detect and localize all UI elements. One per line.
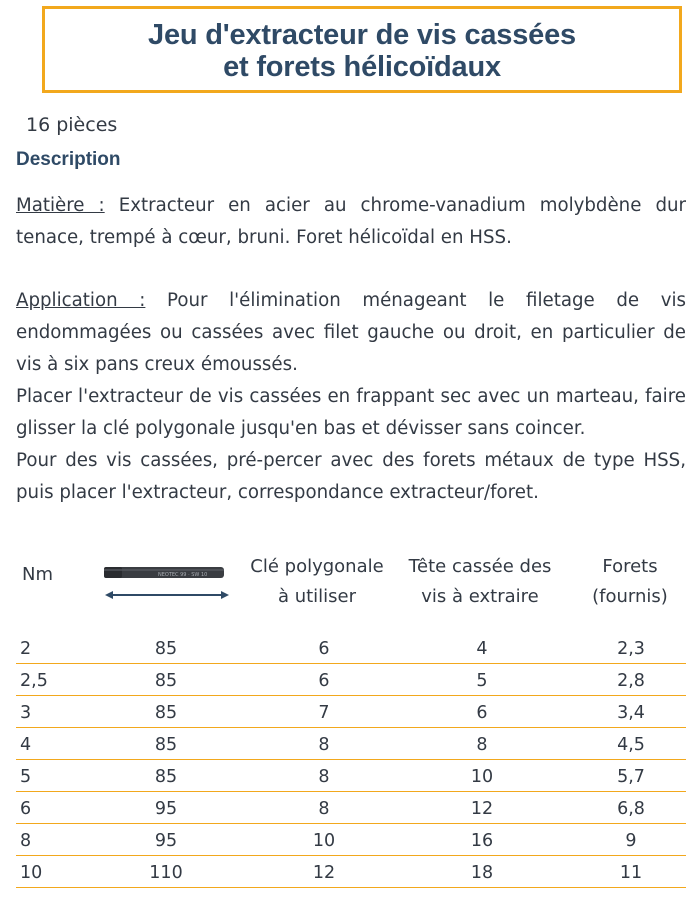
cell-length: 85	[154, 735, 178, 755]
cell-nm: 3	[20, 703, 32, 723]
header-cle	[244, 552, 390, 612]
table-row	[16, 728, 686, 760]
page-title-line-2: et forets hélicoïdaux	[223, 51, 501, 83]
table-row	[16, 792, 686, 824]
cell-nm: 2,5	[20, 671, 48, 691]
cell-forets: 2,3	[617, 639, 645, 659]
page-title-line-1: Jeu d'extracteur de vis cassées	[148, 19, 576, 51]
application-text-2: Placer l'extracteur de vis cassées en frappant sec avec un marteau, faire glisser la clé polygonale jusqu'en bas et dévisser sans coincer.	[16, 386, 686, 439]
description-heading: Description	[16, 149, 121, 170]
cell-tete: 6	[476, 703, 488, 723]
cell-forets: 4,5	[617, 735, 645, 755]
cell-cle: 12	[312, 863, 336, 883]
cell-nm: 4	[20, 735, 32, 755]
piece-count: 16 pièces	[26, 114, 118, 136]
title-box	[42, 6, 682, 93]
cell-tete: 16	[470, 831, 494, 851]
cell-forets: 5,7	[617, 767, 645, 787]
cell-length: 85	[154, 767, 178, 787]
header-cle-line-2: à utiliser	[277, 586, 357, 607]
cell-length: 85	[154, 671, 178, 691]
table-row	[16, 824, 686, 856]
header-forets-line-1: Forets	[602, 556, 658, 577]
table-row	[16, 696, 686, 728]
cell-cle: 10	[312, 831, 336, 851]
application-text-3: Pour des vis cassées, pré-percer avec des forets métaux de type HSS, puis placer l'extracteur, correspondance extracteur/foret.	[16, 450, 686, 503]
cell-length: 85	[154, 639, 178, 659]
cell-forets: 9	[625, 831, 637, 851]
table-row	[16, 624, 686, 664]
cell-tete: 8	[476, 735, 488, 755]
cell-cle: 7	[318, 703, 330, 723]
cell-nm: 2	[20, 639, 32, 659]
cell-cle: 8	[318, 799, 330, 819]
header-forets-line-2: (fournis)	[592, 586, 668, 607]
cell-cle: 6	[318, 671, 330, 691]
application-text-1: Pour l'élimination ménageant le filetage de vis endommagées ou cassées avec filet gauche ou droit, en particulier de vis à six pans creux émoussés.	[16, 290, 686, 375]
header-cle-line-1: Clé polygonale	[250, 556, 384, 577]
matiere-label: Matière :	[16, 195, 105, 216]
header-forets	[580, 552, 680, 612]
cell-forets: 11	[619, 863, 643, 883]
cell-tete: 18	[470, 863, 494, 883]
cell-length: 95	[154, 799, 178, 819]
application-label: Application :	[16, 290, 146, 311]
cell-tete: 10	[470, 767, 494, 787]
application-paragraph	[16, 285, 686, 509]
table-row	[16, 760, 686, 792]
cell-length: 95	[154, 831, 178, 851]
cell-cle: 6	[318, 639, 330, 659]
cell-cle: 8	[318, 767, 330, 787]
cell-nm: 8	[20, 831, 32, 851]
header-tete-line-2: vis à extraire	[421, 586, 539, 607]
cell-forets: 6,8	[617, 799, 645, 819]
cell-length: 85	[154, 703, 178, 723]
cell-tete: 5	[476, 671, 488, 691]
matiere-paragraph	[16, 190, 686, 254]
table-body	[16, 624, 686, 888]
cell-nm: 10	[20, 863, 43, 883]
cell-length: 110	[149, 863, 183, 883]
cell-nm: 5	[20, 767, 32, 787]
table-header	[0, 552, 700, 612]
cell-nm: 6	[20, 799, 32, 819]
header-nm: Nm	[22, 564, 53, 585]
table-row	[16, 664, 686, 696]
extractor-length-icon	[102, 562, 230, 607]
matiere-text: Extracteur en acier au chrome-vanadium molybdène dur tenace, trempé à cœur, bruni. Foret hélicoïdal en HSS.	[16, 195, 686, 248]
cell-forets: 2,8	[617, 671, 645, 691]
cell-forets: 3,4	[617, 703, 645, 723]
header-tete	[396, 552, 564, 612]
header-tete-line-1: Tête cassée des	[408, 556, 552, 577]
cell-tete: 4	[476, 639, 488, 659]
svg-text:NEOTEC 99 · SW 10: NEOTEC 99 · SW 10	[158, 572, 208, 578]
cell-tete: 12	[470, 799, 494, 819]
cell-cle: 8	[318, 735, 330, 755]
table-row	[16, 856, 686, 888]
